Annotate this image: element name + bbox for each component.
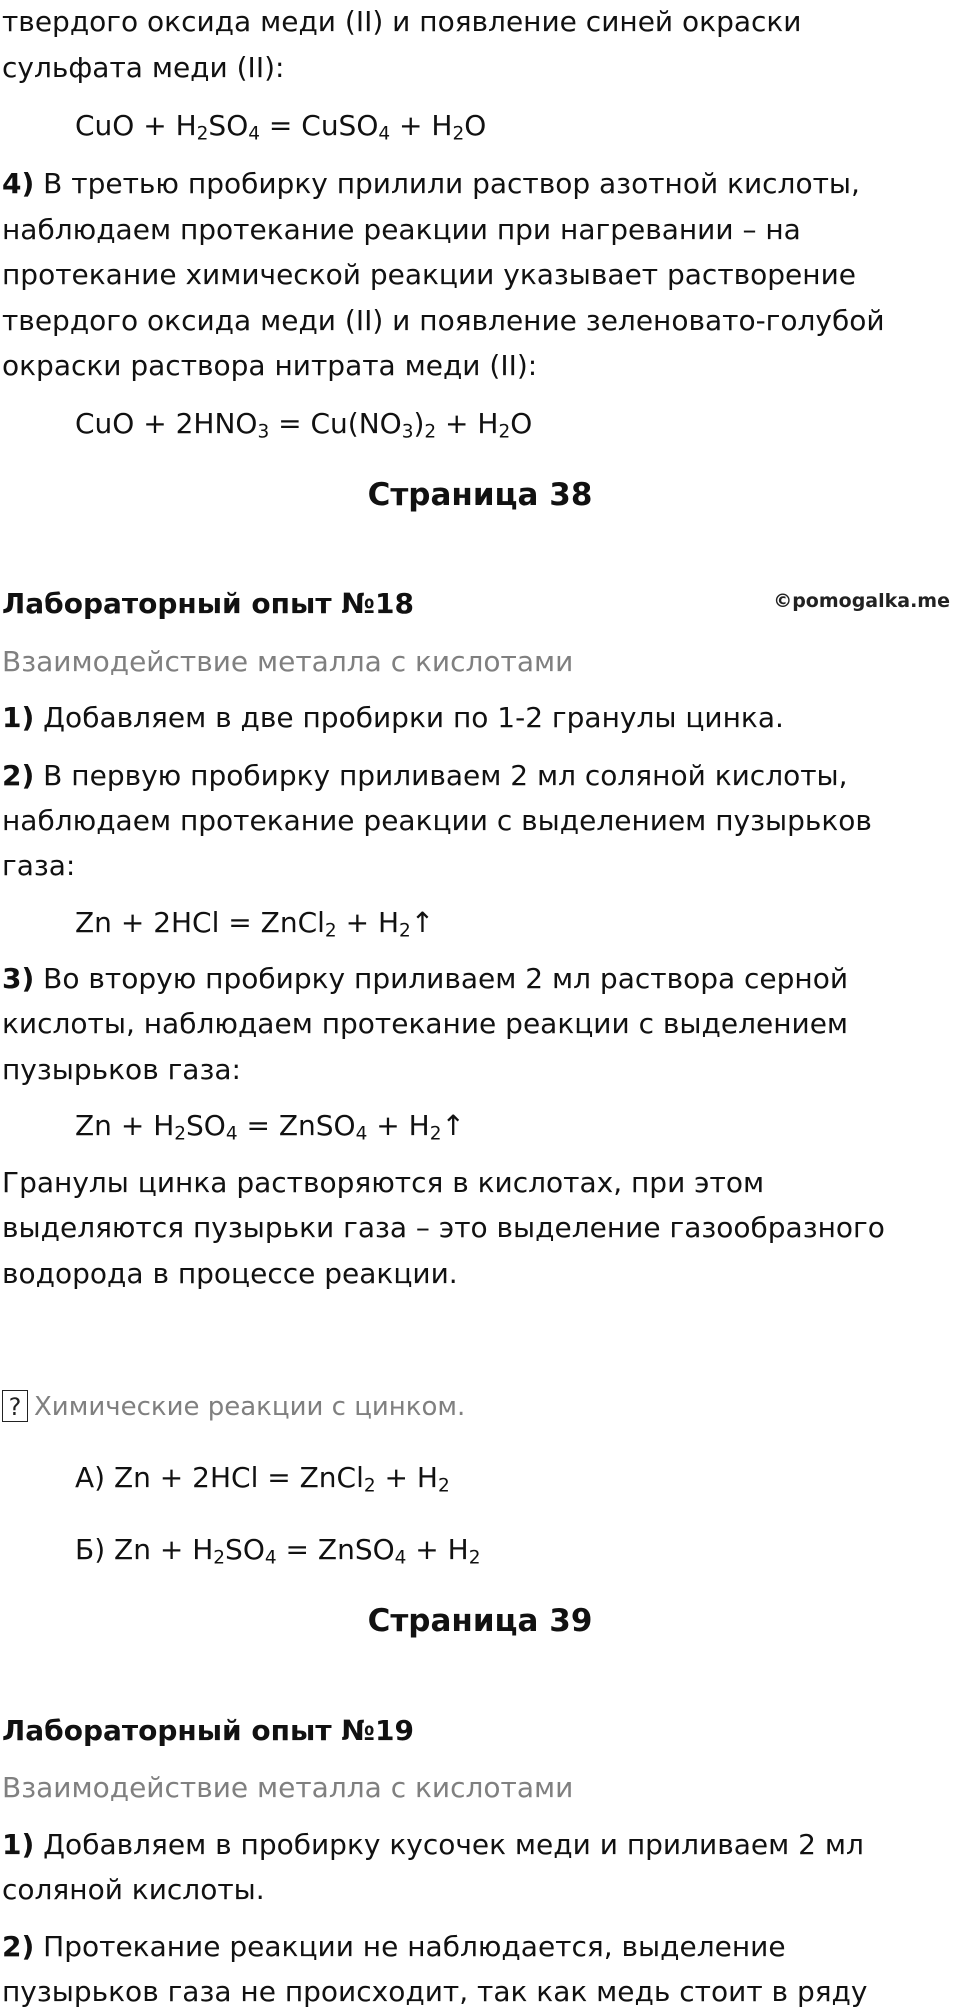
paragraph-step-3: 3) Во вторую пробирку приливаем 2 мл раствора серной [2, 962, 849, 995]
arrow-up-icon: ↑ [410, 906, 435, 939]
text-line: протекание химической реакции указывает растворение [2, 258, 856, 291]
arrow-up-icon: ↑ [441, 1109, 465, 1142]
equation-cuo-h2so4: CuO + $H_2SO_4$ = CuSO$_4$ + $H_2O$ [75, 109, 487, 145]
text-line: наблюдаем протекание реакции с выделением пузырьков [2, 804, 872, 837]
lab-title-19: Лабораторный опыт №19 [2, 1714, 414, 1747]
page-heading-39: Страница 39 [367, 1603, 593, 1639]
paragraph-step-2: 2) Протекание реакции не наблюдается, выделение [2, 1930, 786, 1963]
text-line: твердого оксида меди (II) и появление синей окраски [2, 5, 802, 38]
paragraph-step-4: 4) В третью пробирку прилили раствор азотной кислоты, [2, 167, 860, 200]
text-line: соляной кислоты. [2, 1873, 265, 1906]
question-line [2, 1390, 465, 1423]
text-line: водорода в процессе реакции. [2, 1257, 458, 1290]
answer-a: А) Zn + 2HCl = ZnCl$_2$ + $H_2$ [75, 1461, 450, 1497]
text-line: газа: [2, 849, 76, 882]
text-line: пузырьков газа: [2, 1053, 241, 1086]
question-mark-icon: ? [2, 1390, 28, 1422]
text-line: наблюдаем протекание реакции при нагревании – на [2, 213, 801, 246]
paragraph-step-2: 2) В первую пробирку приливаем 2 мл соляной кислоты, [2, 759, 848, 792]
text-line: окраски раствора нитрата меди (II): [2, 349, 538, 382]
lab-title-18: Лабораторный опыт №18 [2, 587, 414, 620]
page-heading-38: Страница 38 [367, 477, 593, 513]
watermark: ©pomogalka.me [773, 590, 950, 612]
text-line: кислоты, наблюдаем протекание реакции с выделением [2, 1007, 849, 1040]
text-line: твердого оксида меди (II) и появление зеленовато-голубой [2, 304, 885, 337]
paragraph-conclusion: Гранулы цинка растворяются в кислотах, при этом [2, 1166, 765, 1199]
paragraph-step-1: 1) Добавляем в две пробирки по 1-2 гранулы цинка. [2, 701, 784, 734]
lab-subtitle: Взаимодействие металла с кислотами [2, 645, 574, 678]
text-line: выделяются пузырьки газа – это выделение газообразного [2, 1211, 885, 1244]
text-line: пузырьков газа не происходит, так как медь стоит в ряду [2, 1975, 868, 2008]
question-text: Химические реакции с цинком. [34, 1392, 466, 1422]
answer-b: Б) $Zn + H_2SO_4$ = ZnSO$_4$ + $H_2$ [75, 1533, 481, 1569]
lab-subtitle: Взаимодействие металла с кислотами [2, 1771, 574, 1804]
text-line: сульфата меди (II): [2, 51, 285, 84]
equation-zn-h2so4: $Zn + H_2SO_4$ = ZnSO$_4$ + $H_2↑$ [75, 1109, 465, 1145]
paragraph-step-1: 1) Добавляем в пробирку кусочек меди и приливаем 2 мл [2, 1828, 864, 1861]
equation-zn-hcl: Zn + 2HCl = ZnCl$_2$ + $H_2↑$ [75, 906, 435, 942]
equation-cuo-hno3: CuO + $2HNO_3 = Cu(NO_3)_2 + H_2O$ [75, 407, 533, 443]
